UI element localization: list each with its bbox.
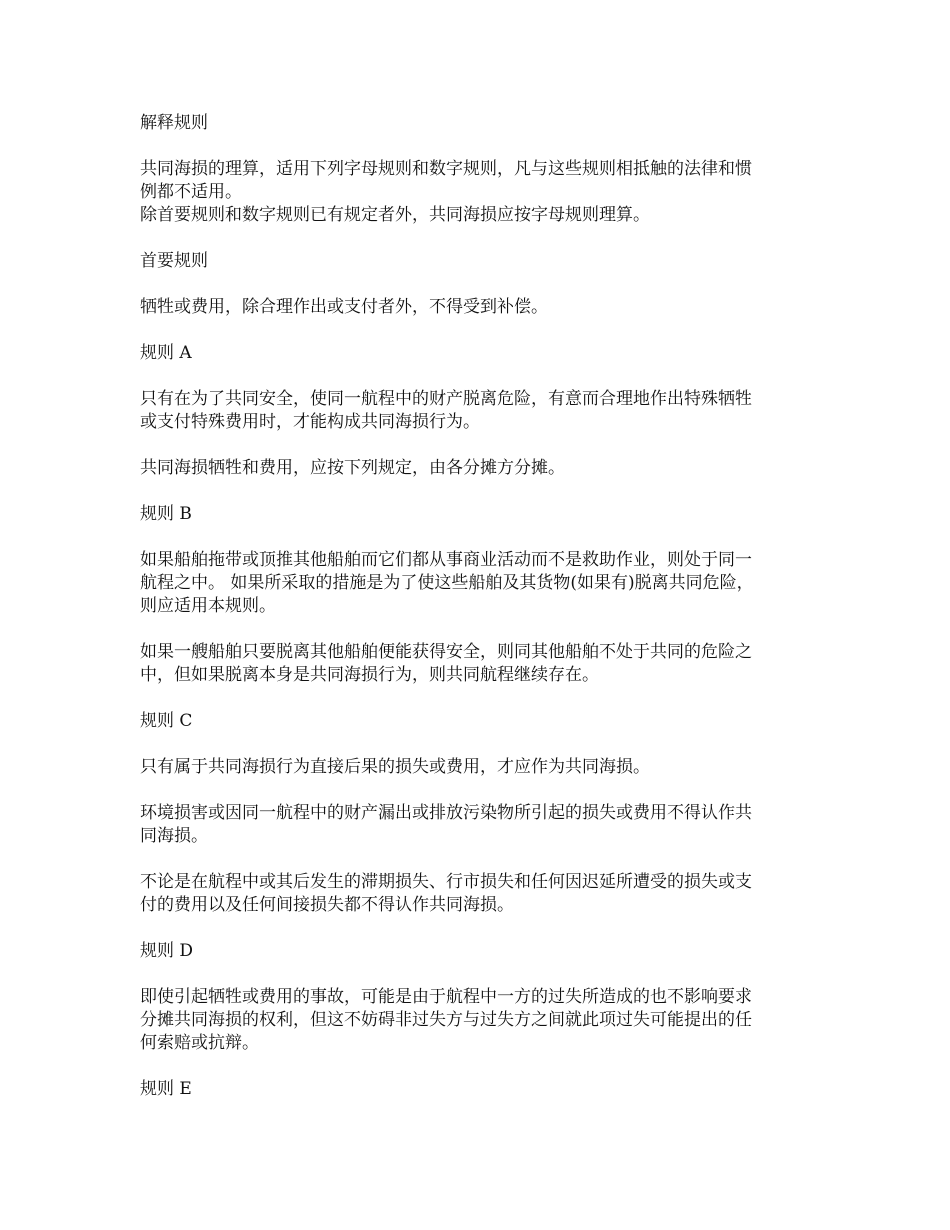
text-line: 则应适用本规则。	[140, 596, 276, 616]
text-line: 分摊共同海损的权利，但这不妨碍非过失方与过失方之间就此项过失可能提出的任	[140, 1010, 752, 1030]
text-line: 共同海损牺牲和费用，应按下列规定，由各分摊方分摊。	[140, 458, 565, 478]
paragraph-rule-d	[140, 986, 815, 1055]
text-line: 航程之中。 如果所采取的措施是为了使这些船舶及其货物(如果有)脱离共同危险，	[140, 573, 754, 593]
text-line: 牺牲或费用，除合理作出或支付者外，不得受到补偿。	[140, 297, 548, 317]
section-heading-rule-c: 规则 C	[140, 711, 193, 731]
text-line: 例都不适用。	[140, 182, 242, 202]
text-line: 只有属于共同海损行为直接后果的损失或费用，才应作为共同海损。	[140, 757, 650, 777]
paragraph-rule-a-2	[140, 457, 815, 480]
paragraph-rule-c-3	[140, 871, 815, 917]
text-line: 如果一艘船舶只要脱离其他船舶便能获得安全，则同其他船舶不处于共同的危险之	[140, 642, 752, 662]
text-line: 同海损。	[140, 826, 208, 846]
text-line: 付的费用以及任何间接损失都不得认作共同海损。	[140, 895, 514, 915]
paragraph-interpretation	[140, 158, 815, 227]
text-line: 或支付特殊费用时，才能构成共同海损行为。	[140, 412, 480, 432]
section-heading-rule-d: 规则 D	[140, 941, 194, 961]
paragraph-rule-b-2	[140, 641, 815, 687]
text-line: 如果船舶拖带或顶推其他船舶而它们都从事商业活动而不是救助作业，则处于同一	[140, 550, 752, 570]
section-heading-rule-b: 规则 B	[140, 504, 192, 524]
text-line: 环境损害或因同一航程中的财产漏出或排放污染物所引起的损失或费用不得认作共	[140, 803, 752, 823]
paragraph-paramount-rule	[140, 296, 815, 319]
section-heading-interpretation: 解释规则	[140, 113, 208, 133]
section-heading-paramount-rule: 首要规则	[140, 251, 208, 271]
text-line: 除首要规则和数字规则已有规定者外，共同海损应按字母规则理算。	[140, 205, 650, 225]
paragraph-rule-a-1	[140, 388, 815, 434]
paragraph-rule-b-1	[140, 549, 815, 618]
document-body	[140, 112, 815, 1124]
text-line: 中，但如果脱离本身是共同海损行为，则共同航程继续存在。	[140, 665, 599, 685]
text-line: 不论是在航程中或其后发生的滞期损失、行市损失和任何因迟延所遭受的损失或支	[140, 872, 752, 892]
text-line: 共同海损的理算，适用下列字母规则和数字规则，凡与这些规则相抵触的法律和惯	[140, 159, 752, 179]
text-line: 即使引起牺牲或费用的事故，可能是由于航程中一方的过失所造成的也不影响要求	[140, 987, 752, 1007]
section-heading-rule-e: 规则 E	[140, 1079, 192, 1099]
text-line: 何索赔或抗辩。	[140, 1033, 259, 1053]
paragraph-rule-c-1	[140, 756, 815, 779]
paragraph-rule-c-2	[140, 802, 815, 848]
section-heading-rule-a: 规则 A	[140, 343, 192, 363]
text-line: 只有在为了共同安全，使同一航程中的财产脱离危险，有意而合理地作出特殊牺牲	[140, 389, 752, 409]
